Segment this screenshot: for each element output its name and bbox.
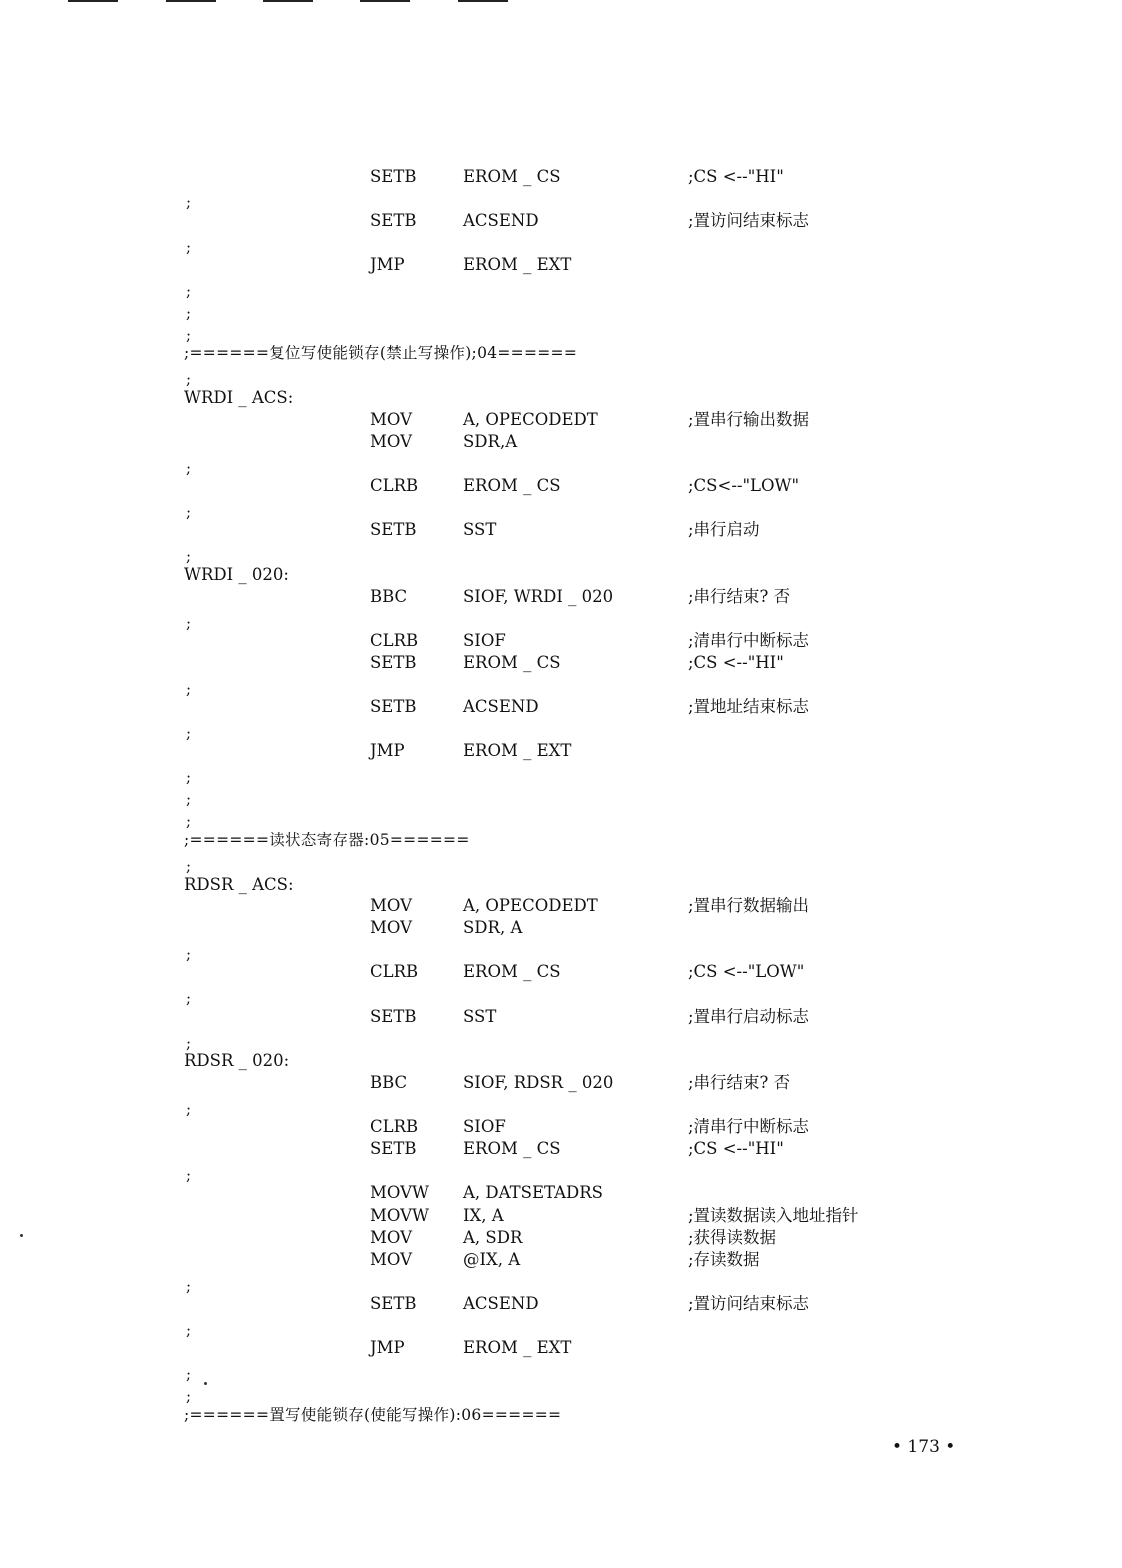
comment: ;清串行中断标志 <box>688 1117 810 1136</box>
comment: ;CS <--"HI" <box>688 653 784 672</box>
opcode: MOV <box>370 432 413 451</box>
comment: ;清串行中断标志 <box>688 631 810 650</box>
code-line <box>0 630 1122 652</box>
code-label-line <box>0 387 1122 409</box>
section-separator <box>0 1404 1122 1426</box>
semicolon: ; <box>186 857 192 875</box>
section-heading: ;======复位写使能锁存(禁止写操作);04====== <box>184 344 578 362</box>
opcode: MOV <box>370 896 413 915</box>
opcode: CLRB <box>370 962 419 981</box>
opcode: SETB <box>370 1294 417 1313</box>
operand: EROM _ EXT <box>463 255 572 274</box>
code-line <box>0 740 1122 762</box>
opcode: MOVW <box>370 1183 430 1202</box>
code-label: WRDI _ 020: <box>184 565 289 584</box>
semicolon: ; <box>186 1365 192 1383</box>
operand: SDR,A <box>463 432 518 451</box>
semicolon: ; <box>186 680 192 698</box>
opcode: SETB <box>370 211 417 230</box>
operand: SST <box>463 1007 497 1026</box>
operand: @IX, A <box>463 1250 521 1269</box>
operand: IX, A <box>463 1206 504 1225</box>
semicolon: ; <box>186 724 192 742</box>
opcode: JMP <box>370 741 405 760</box>
code-line <box>0 917 1122 939</box>
opcode: BBC <box>370 1073 408 1092</box>
code-line <box>0 166 1122 188</box>
semicolon: ; <box>186 238 192 256</box>
opcode: CLRB <box>370 631 419 650</box>
opcode: MOV <box>370 1250 413 1269</box>
semicolon: ; <box>186 459 192 477</box>
code-line <box>0 586 1122 608</box>
code-label: RDSR _ 020: <box>184 1051 290 1070</box>
page-number: • 173 • <box>892 1437 956 1457</box>
semicolon: ; <box>186 1034 192 1052</box>
opcode: SETB <box>370 1007 417 1026</box>
semicolon: ; <box>186 768 192 786</box>
operand: EROM _ CS <box>463 476 561 495</box>
operand: ACSEND <box>463 211 539 230</box>
opcode: JMP <box>370 1338 405 1357</box>
code-line <box>0 652 1122 674</box>
semicolon: ; <box>186 1100 192 1118</box>
code-line <box>0 1006 1122 1028</box>
code-label-line <box>0 564 1122 586</box>
section-separator <box>0 829 1122 851</box>
opcode: MOV <box>370 918 413 937</box>
code-line <box>0 1116 1122 1138</box>
semicolon: ; <box>186 547 192 565</box>
code-line <box>0 1337 1122 1359</box>
semicolon: ; <box>186 1166 192 1184</box>
code-line <box>0 1182 1122 1204</box>
blank-comment-line <box>0 788 1122 810</box>
comment: ;置读数据读入地址指针 <box>688 1206 859 1225</box>
comment: ;CS <--"HI" <box>688 167 784 186</box>
code-line <box>0 475 1122 497</box>
code-label-line <box>0 874 1122 896</box>
semicolon: ; <box>186 503 192 521</box>
semicolon: ; <box>186 1277 192 1295</box>
comment: ;存读数据 <box>688 1250 760 1269</box>
semicolon: ; <box>186 614 192 632</box>
code-label: RDSR _ ACS: <box>184 875 294 894</box>
semicolon: ; <box>186 1321 192 1339</box>
opcode: CLRB <box>370 1117 419 1136</box>
header-rule <box>68 0 118 2</box>
header-rule <box>360 0 410 2</box>
code-line <box>0 895 1122 917</box>
section-heading: ;======置写使能锁存(使能写操作):06====== <box>184 1406 562 1424</box>
comment: ;获得读数据 <box>688 1228 777 1247</box>
semicolon: ; <box>186 282 192 300</box>
semicolon: ; <box>186 326 192 344</box>
opcode: MOV <box>370 410 413 429</box>
opcode: BBC <box>370 587 408 606</box>
operand: EROM _ CS <box>463 962 561 981</box>
code-line <box>0 210 1122 232</box>
opcode: SETB <box>370 167 417 186</box>
code-line <box>0 254 1122 276</box>
opcode: JMP <box>370 255 405 274</box>
operand: EROM _ EXT <box>463 741 572 760</box>
operand: EROM _ CS <box>463 167 561 186</box>
operand: ACSEND <box>463 1294 539 1313</box>
scan-speck <box>204 1382 207 1385</box>
code-line <box>0 409 1122 431</box>
comment: ;CS <--"HI" <box>688 1139 784 1158</box>
semicolon: ; <box>186 304 192 322</box>
semicolon: ; <box>186 790 192 808</box>
operand: SDR, A <box>463 918 523 937</box>
operand: A, OPECODEDT <box>463 896 598 915</box>
opcode: SETB <box>370 520 417 539</box>
operand: EROM _ CS <box>463 653 561 672</box>
header-rule <box>166 0 216 2</box>
code-line <box>0 431 1122 453</box>
semicolon: ; <box>186 989 192 1007</box>
blank-comment-line <box>0 766 1122 788</box>
operand: A, DATSETADRS <box>463 1183 603 1202</box>
operand: SIOF <box>463 631 506 650</box>
section-separator <box>0 342 1122 364</box>
opcode: SETB <box>370 697 417 716</box>
comment: ;置地址结束标志 <box>688 697 810 716</box>
operand: EROM _ CS <box>463 1139 561 1158</box>
semicolon: ; <box>186 1387 192 1405</box>
operand: SIOF, RDSR _ 020 <box>463 1073 614 1092</box>
operand: EROM _ EXT <box>463 1338 572 1357</box>
code-line <box>0 1138 1122 1160</box>
operand: A, OPECODEDT <box>463 410 598 429</box>
opcode: SETB <box>370 1139 417 1158</box>
opcode: CLRB <box>370 476 419 495</box>
blank-comment-line <box>0 302 1122 324</box>
code-label: WRDI _ ACS: <box>184 388 294 407</box>
operand: SIOF <box>463 1117 506 1136</box>
code-line <box>0 961 1122 983</box>
code-line <box>0 696 1122 718</box>
code-line <box>0 1072 1122 1094</box>
comment: ;串行结束? 否 <box>688 1073 791 1092</box>
section-heading: ;======读状态寄存器:05====== <box>184 831 470 849</box>
comment: ;串行结束? 否 <box>688 587 791 606</box>
comment: ;置串行输出数据 <box>688 410 810 429</box>
comment: ;串行启动 <box>688 520 760 539</box>
operand: A, SDR <box>463 1228 523 1247</box>
header-rule <box>263 0 313 2</box>
blank-comment-line <box>0 1363 1122 1385</box>
blank-comment-line <box>0 280 1122 302</box>
opcode: SETB <box>370 653 417 672</box>
operand: ACSEND <box>463 697 539 716</box>
comment: ;CS<--"LOW" <box>688 476 800 495</box>
comment: ;CS <--"LOW" <box>688 962 805 981</box>
scan-speck <box>20 1234 23 1237</box>
code-line <box>0 1293 1122 1315</box>
code-label-line <box>0 1050 1122 1072</box>
semicolon: ; <box>186 193 192 211</box>
comment: ;置访问结束标志 <box>688 211 810 230</box>
semicolon: ; <box>186 370 192 388</box>
comment: ;置访问结束标志 <box>688 1294 810 1313</box>
operand: SST <box>463 520 497 539</box>
operand: SIOF, WRDI _ 020 <box>463 587 614 606</box>
comment: ;置串行启动标志 <box>688 1007 810 1026</box>
semicolon: ; <box>186 812 192 830</box>
code-line <box>0 1249 1122 1271</box>
opcode: MOVW <box>370 1206 430 1225</box>
code-line <box>0 1205 1122 1227</box>
opcode: MOV <box>370 1228 413 1247</box>
comment: ;置串行数据输出 <box>688 896 810 915</box>
header-rule <box>458 0 508 2</box>
semicolon: ; <box>186 945 192 963</box>
code-line <box>0 519 1122 541</box>
code-line <box>0 1227 1122 1249</box>
